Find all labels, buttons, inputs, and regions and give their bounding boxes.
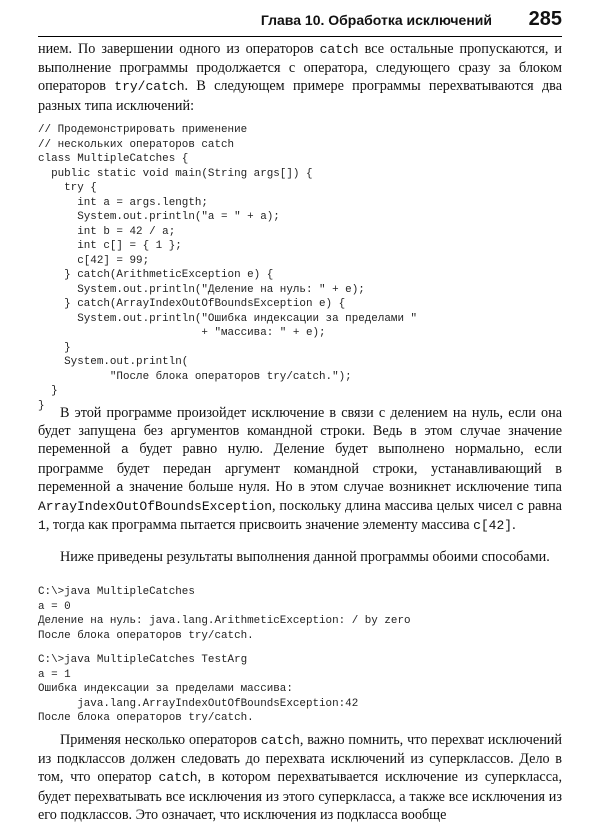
code-line: "После блока операторов try/catch."); (38, 370, 352, 383)
output-line: Деление на нуль: java.lang.ArithmeticException: / by zero (38, 615, 411, 627)
code-line: System.out.println("a = " + a); (38, 211, 280, 223)
inline-code: c[42] (473, 518, 513, 534)
code-line: class MultipleCatches { (38, 153, 189, 165)
code-line: int b = 42 / a; (38, 225, 176, 238)
inline-code: catch (158, 770, 198, 786)
code-line: + "массива: " + e); (38, 327, 326, 339)
text-run: Ниже приведены результаты выполнения данной программы обоими способами. (60, 549, 550, 565)
code-line: } (38, 399, 45, 412)
text-run: . В следующем примере программы перехватываются два разных типа исключений: (38, 78, 562, 114)
code-line: } (38, 341, 71, 354)
inline-code: c (516, 499, 525, 515)
inline-code: catch (260, 733, 300, 748)
inline-code: a (115, 479, 124, 495)
text-run: . (512, 517, 516, 534)
chapter-title: Глава 10. Обработка исключений (260, 12, 492, 28)
code-line: } catch(ArithmeticException e) { (38, 269, 274, 281)
paragraph-catch-order (38, 731, 562, 824)
text-run: все остальные пропускаются, и выполнение программы продолжается с оператора, следующего сразу за блоком операторов (38, 41, 562, 95)
text-run: , в котором перехватывается исключение из суперкласса, будет перехватывать все исключения из этого суперкласса, а также все исключения из его подклассов. Это означает, что исключения из подкласса вообще (38, 769, 563, 823)
code-line: int c[] = { 1 }; (38, 240, 182, 252)
page-number: 285 (528, 8, 562, 30)
header-rule (38, 36, 562, 37)
code-line: } catch(ArrayIndexOutOfBoundsException e) { (38, 298, 346, 310)
text-run: будет равно нулю. Деление будет выполнено нормально, если программе будет передан аргумент командной строки, устанавливающий в переменной (38, 441, 562, 495)
text-run: В этой программе произойдет исключение в связи с делением на нуль, если она будет запущена без аргументов командной строки. Ведь в этом случае значение переменной (38, 405, 562, 458)
code-line: try { (38, 182, 97, 194)
inline-code: catch (319, 42, 359, 57)
output-line: После блока операторов try/catch. (38, 712, 254, 724)
code-line: int a = args.length; (38, 196, 208, 209)
code-line: // Продемонстрировать применение (38, 124, 248, 136)
code-line: System.out.println("Ошибка индексации за пределами " (38, 312, 418, 325)
output-line: a = 0 (38, 600, 71, 613)
output-line: Ошибка индексации за пределами массива: (38, 683, 293, 695)
program-output-1 (38, 585, 562, 643)
text-run: Применяя несколько операторов (60, 732, 261, 748)
inline-code: a (120, 442, 129, 458)
text-run: , тогда как программа пытается присвоить значение элементу массива (45, 517, 474, 534)
paragraph-explanation (38, 404, 562, 535)
paragraph-results-intro (38, 548, 562, 566)
text-run: , важно помнить, что перехват исключений из подклассов должен следовать до перехвата исключений из суперклассов. Дело в том, что оператор (38, 732, 562, 786)
output-line: C:\>java MultipleCatches (38, 586, 195, 598)
inline-code: try/catch (114, 79, 185, 95)
text-run: нием. По завершении одного из операторов (38, 41, 320, 57)
code-line: c[42] = 99; (38, 254, 150, 267)
running-header (38, 10, 562, 32)
paragraph-intro (38, 40, 562, 115)
output-line: java.lang.ArrayIndexOutOfBoundsException:42 (38, 697, 359, 710)
code-line: System.out.println("Деление на нуль: " + e); (38, 283, 365, 296)
output-line: a = 1 (38, 668, 71, 681)
text-run: значение больше нуля. Но в этом случае возникнет исключение типа (123, 478, 562, 495)
code-line: // нескольких операторов catch (38, 138, 235, 151)
code-line: } (38, 385, 58, 397)
text-run: равна (524, 498, 562, 515)
inline-code: 1 (38, 518, 46, 534)
code-listing (38, 123, 562, 413)
output-line: C:\>java MultipleCatches TestArg (38, 654, 248, 666)
code-line: System.out.println( (38, 356, 189, 368)
program-output-2 (38, 653, 562, 726)
text-run: , поскольку длина массива целых чисел (272, 498, 517, 515)
code-line: public static void main(String args[]) { (38, 167, 313, 180)
inline-code: ArrayIndexOutOfBoundsException (38, 499, 273, 515)
output-line: После блока операторов try/catch. (38, 629, 254, 642)
